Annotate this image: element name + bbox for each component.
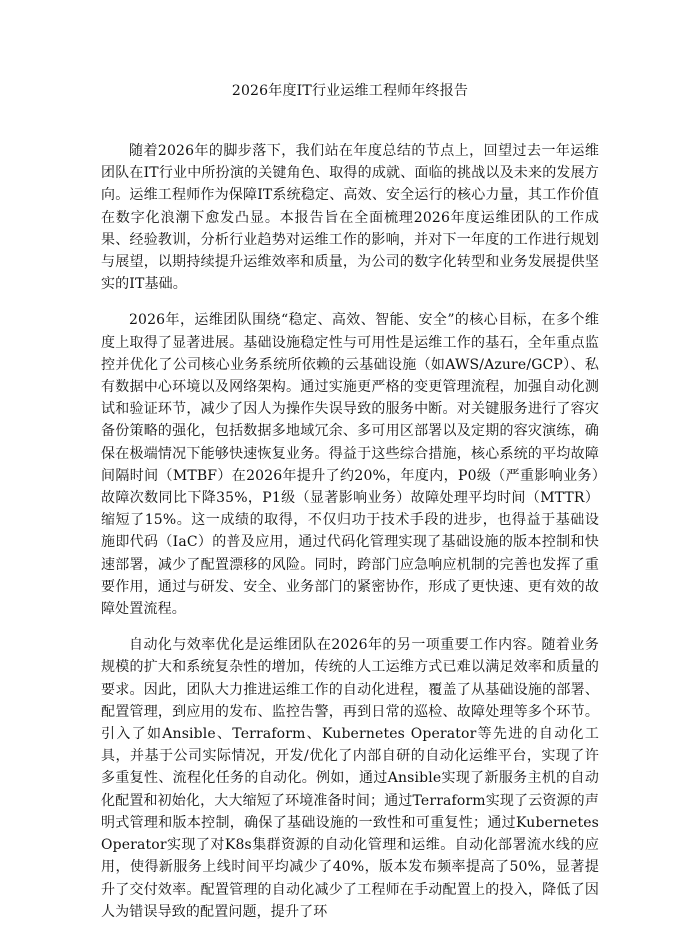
paragraph-intro: 随着2026年的脚步落下，我们站在年度总结的节点上，回望过去一年运维团队在IT行业中所扮演的关键角色、取得的成就、面临的挑战以及未来的发展方向。运维工程师作为保障IT系统稳定、高效、安全运行的核心力量，其工作价值在数字化浪潮下愈发凸显。本报告旨在全面梳理2026年度运维团队的工作成果、经验教训，分析行业趋势对运维工作的影响，并对下一年度的工作进行规划与展望，以期持续提升运维效率和质量，为公司的数字化转型和业务发展提供坚实的IT基础。 bbox=[101, 143, 599, 293]
paragraph-automation: 自动化与效率优化是运维团队在2026年的另一项重要工作内容。随着业务规模的扩大和系统复杂性的增加，传统的人工运维方式已难以满足效率和质量的要求。因此，团队大力推进运维工作的自动化进程，覆盖了从基础设施的部署、配置管理，到应用的发布、监控告警，再到日常的巡检、故障处理等多个环节。引入了如Ansible、Terraform、Kubernetes Operator等先进的自动化工具，并基于公司实际情况，开发/优化了内部自研的自动化运维平台，实现了许多重复性、流程化任务的自动化。例如，通过Ansible实现了新服务主机的自动化配置和初始化，大大缩短了环境准备时间；通过Terraform实现了云资源的声明式管理和版本控制，确保了基础设施的一致性和可重复性；通过Kubernetes Operator实现了对K8s集群资源的自动化管理和运维。自动化部署流水线的应用，使得新服务上线时间平均减少了40%，版本发布频率提高了50%，显著提升了交付效率。配置管理的自动化减少了工程师在手动配置上的投入，降低了因人为错误导致的配置问题，提升了环 bbox=[101, 637, 599, 920]
paragraph-stability: 2026年，运维团队围绕“稳定、高效、智能、安全”的核心目标，在多个维度上取得了显著进展。基础设施稳定性与可用性是运维工作的基石，全年重点监控并优化了公司核心业务系统所依赖的云基础设施（如AWS/Azure/GCP）、私有数据中心环境以及网络架构。通过实施更严格的变更管理流程，加强自动化测试和验证环节，减少了因人为操作失误导致的服务中断。对关键服务进行了容灾备份策略的强化，包括数据多地域冗余、多可用区部署以及定期的容灾演练，确保在极端情况下能够快速恢复业务。得益于这些综合措施，核心系统的平均故障间隔时间（MTBF）在2026年提升了约20%，年度内，P0级（严重影响业务）故障次数同比下降35%，P1级（显著影响业务）故障处理平均时间（MTTR）缩短了15%。这一成绩的取得，不仅归功于技术手段的进步，也得益于基础设施即代码（IaC）的普及应用，通过代码化管理实现了基础设施的版本控制和快速部署，减少了配置漂移的风险。同时，跨部门应急响应机制的完善也发挥了重要作用，通过与研发、安全、业务部门的紧密协作，形成了更快速、更有效的故障处置流程。 bbox=[101, 312, 599, 618]
document-title: 2026年度IT行业运维工程师年终报告 bbox=[231, 83, 469, 99]
document-body bbox=[101, 140, 599, 937]
